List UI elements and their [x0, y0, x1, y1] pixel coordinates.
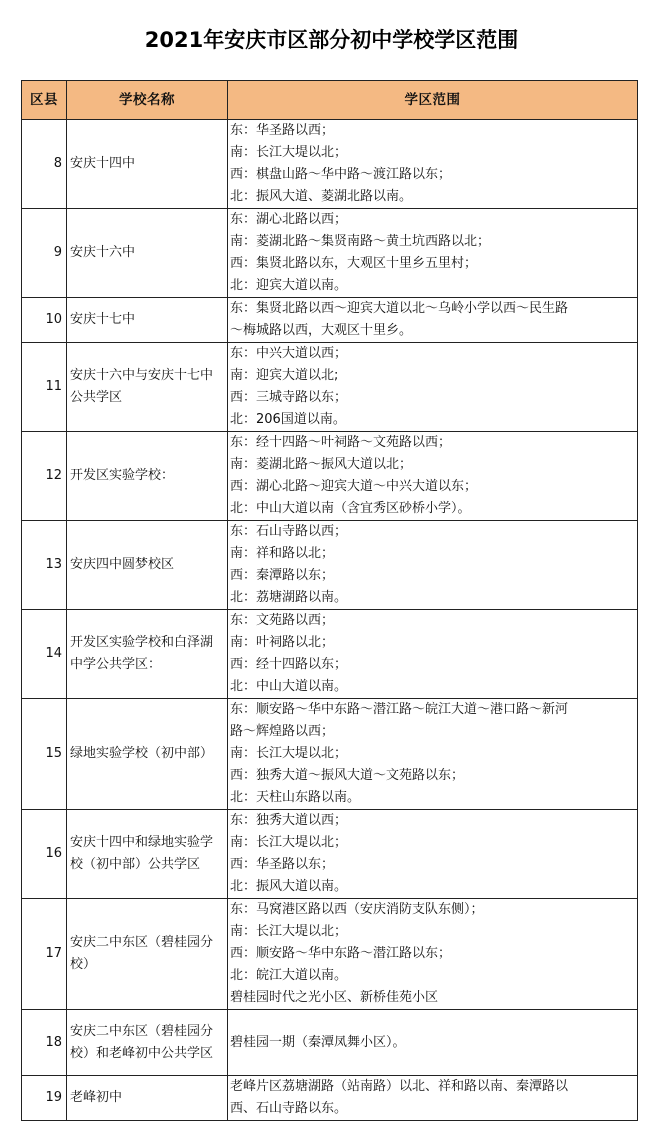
- school-name: [67, 810, 228, 899]
- range-line: 南：祥和路以北；: [230, 546, 335, 561]
- table-row: [22, 899, 638, 1010]
- range-line: 北：中山大道以南（含宜秀区砂桥小学）。: [230, 501, 471, 516]
- header-school: 学校名称: [67, 81, 228, 120]
- school-name-text: 安庆二中东区（碧桂园分校）和老峰初中公共学区: [70, 1023, 214, 1061]
- school-name: [67, 120, 228, 209]
- school-name: [67, 699, 228, 810]
- range-line: 西：经十四路以东；: [230, 657, 348, 672]
- table-row: [22, 810, 638, 899]
- table-row: [22, 521, 638, 610]
- range-line: 南：长江大堤以北；: [230, 835, 348, 850]
- range-line: 南：长江大堤以北；: [230, 924, 348, 939]
- school-name: [67, 610, 228, 699]
- range-line: 东：独秀大道以西；: [230, 813, 348, 828]
- district-range: [228, 298, 638, 343]
- school-name-text: 开发区实验学校和白泽湖中学公共学区：: [70, 635, 214, 672]
- district-number: 16: [22, 810, 67, 899]
- range-line: 南：叶祠路以北；: [230, 635, 335, 650]
- range-line: 北：迎宾大道以南。: [230, 278, 348, 293]
- range-line: 西：独秀大道～振风大道～文苑路以东；: [230, 768, 465, 783]
- district-number: 17: [22, 899, 67, 1010]
- range-line: 东：华圣路以西；: [230, 123, 335, 138]
- school-name-text: 绿地实验学校（初中部）: [70, 746, 214, 761]
- district-range: [228, 432, 638, 521]
- district-range: [228, 1076, 638, 1121]
- range-line: ～梅城路以西，大观区十里乡。: [230, 323, 413, 338]
- range-line: 碧桂园时代之光小区、新桥佳苑小区: [230, 990, 439, 1005]
- range-line: 东：石山寺路以西；: [230, 524, 348, 539]
- range-line: 东：集贤北路以西～迎宾大道以北～乌岭小学以西～民生路: [230, 301, 569, 316]
- table-row: [22, 699, 638, 810]
- district-number: 13: [22, 521, 67, 610]
- header-district: 区县: [22, 81, 67, 120]
- range-line: 西：湖心北路～迎宾大道～中兴大道以东；: [230, 479, 478, 494]
- range-line: 北：206国道以南。: [230, 412, 346, 427]
- district-range: [228, 120, 638, 209]
- district-range: [228, 209, 638, 298]
- school-name-text: 安庆四中圆梦校区: [70, 557, 175, 572]
- table-row: [22, 1010, 638, 1076]
- school-name: [67, 1076, 228, 1121]
- district-range: [228, 810, 638, 899]
- range-line: 西：集贤北路以东，大观区十里乡五里村；: [230, 256, 478, 271]
- district-number: 11: [22, 343, 67, 432]
- range-line: 南：菱湖北路～集贤南路～黄土坑西路以北；: [230, 234, 491, 249]
- range-line: 东：马窝港区路以西（安庆消防支队东侧）；: [230, 902, 484, 917]
- range-line: 北：天柱山东路以南。: [230, 790, 361, 805]
- district-number: 9: [22, 209, 67, 298]
- range-line: 西、石山寺路以东。: [230, 1101, 348, 1116]
- range-line: 北：荔塘湖路以南。: [230, 590, 348, 605]
- range-line: 东：湖心北路以西；: [230, 212, 348, 227]
- district-range: [228, 899, 638, 1010]
- district-range: [228, 343, 638, 432]
- range-line: 南：菱湖北路～振风大道以北；: [230, 457, 413, 472]
- range-line: 西：秦潭路以东；: [230, 568, 335, 583]
- school-district-table: [21, 80, 638, 1121]
- district-range: [228, 1010, 638, 1076]
- school-name-text: 安庆十六中: [70, 245, 136, 260]
- school-name-text: 安庆十六中与安庆十七中公共学区: [70, 368, 214, 405]
- school-name: [67, 298, 228, 343]
- range-line: 南：长江大堤以北；: [230, 746, 348, 761]
- table-row: [22, 120, 638, 209]
- range-line: 北：振风大道以南。: [230, 879, 348, 894]
- school-name-text: 安庆十四中和绿地实验学校（初中部）公共学区: [70, 835, 214, 872]
- header-range: 学区范围: [228, 81, 638, 120]
- range-line: 西：三城寺路以东；: [230, 390, 348, 405]
- school-name-text: 安庆二中东区（碧桂园分校）: [70, 935, 214, 972]
- range-line: 老峰片区荔塘湖路（站南路）以北、祥和路以南、秦潭路以: [230, 1079, 569, 1094]
- district-number: 14: [22, 610, 67, 699]
- school-name-text: 安庆十四中: [70, 156, 136, 171]
- district-number: 18: [22, 1010, 67, 1076]
- range-line: 南：长江大堤以北；: [230, 145, 348, 160]
- table-row: [22, 610, 638, 699]
- school-name: [67, 209, 228, 298]
- table-row: [22, 343, 638, 432]
- district-number: 8: [22, 120, 67, 209]
- district-range: [228, 610, 638, 699]
- page-title: 2021年安庆市区部分初中学校学区范围: [144, 28, 519, 52]
- range-line: 碧桂园一期（秦潭凤舞小区）。: [230, 1034, 406, 1050]
- range-line: 西：顺安路～华中东路～潜江路以东；: [230, 946, 452, 961]
- table-row: [22, 1076, 638, 1121]
- district-number: 15: [22, 699, 67, 810]
- school-name-text: 安庆十七中: [70, 312, 136, 327]
- range-line: 西：棋盘山路～华中路～渡江路以东；: [230, 167, 452, 182]
- school-name: [67, 521, 228, 610]
- school-name: [67, 343, 228, 432]
- district-number: 10: [22, 298, 67, 343]
- school-name-text: 开发区实验学校：: [70, 468, 175, 483]
- range-line: 东：经十四路～叶祠路～文苑路以西；: [230, 435, 452, 450]
- range-line: 路～辉煌路以西；: [230, 724, 335, 739]
- district-number: 12: [22, 432, 67, 521]
- range-line: 北：振风大道、菱湖北路以南。: [230, 189, 413, 204]
- range-line: 东：文苑路以西；: [230, 613, 335, 628]
- table-row: [22, 432, 638, 521]
- table-row: [22, 209, 638, 298]
- district-range: [228, 699, 638, 810]
- table-header-row: [22, 81, 638, 120]
- school-name-text: 老峰初中: [70, 1090, 123, 1105]
- range-line: 北：皖江大道以南。: [230, 968, 348, 983]
- range-line: 西：华圣路以东；: [230, 857, 335, 872]
- range-line: 东：中兴大道以西；: [230, 346, 348, 361]
- school-name: [67, 432, 228, 521]
- range-line: 东：顺安路～华中东路～潜江路～皖江大道～港口路～新河: [230, 702, 569, 717]
- table-row: [22, 298, 638, 343]
- school-name: [67, 899, 228, 1010]
- school-name: [67, 1010, 228, 1076]
- range-line: 北：中山大道以南。: [230, 679, 348, 694]
- district-range: [228, 521, 638, 610]
- range-line: 南：迎宾大道以北;: [230, 368, 339, 383]
- district-number: 19: [22, 1076, 67, 1121]
